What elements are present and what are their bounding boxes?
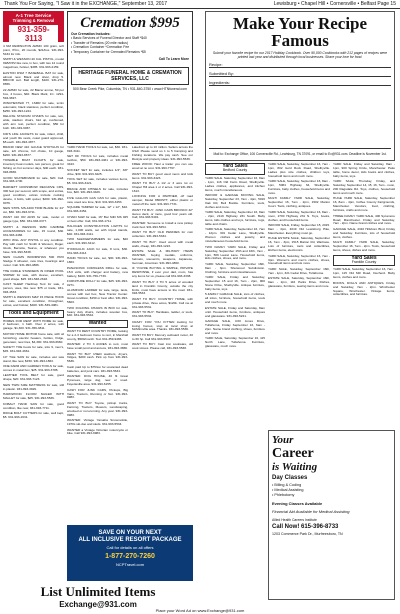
cruise-ad — [67, 525, 193, 581]
classified-ad: NEW CLAMS WORMSHAN 500 PRO Sledge 6 wheeler, new tires, bearings and motor. Call. 931-993-4866. — [3, 255, 64, 268]
wanted-badge: Wanted — [67, 320, 128, 328]
classified-ad: MOTOR HOME MOTOR home sale, with oil furnishing, electric heaters, bottles, fridge, generator, new tires, $4,300. 931-993-6660. — [3, 331, 64, 344]
classified-ad: ALUMINUM LADDER for sale, large, lasts, comes with tool box, New Tractor Center. Great condition, $150 or best offer. 931-993-5603. — [67, 288, 128, 305]
yard-sale-listing: ESTATE SALE, Friday and Saturday, 8am until. Household items, furniture, antiques and glassware. 931-993-5221. — [205, 305, 265, 318]
recipe-title: Make Your Recipe Famous — [232, 14, 368, 50]
classified-ad: RIDGE BOLT CUTTERS for sale, well kept, $5. 931-993-1631. — [3, 411, 64, 419]
career-financial-aid: Financial Aid Available for Medical Assisting — [272, 509, 350, 514]
classified-ad: HALOGEN CONSTRUCTION LIGHTS for sale, 1,000 watts, set with tripod stands, $40. 931-993-3411. — [67, 224, 128, 236]
classified-ad: HARDWOOD FLOOR NAILER WITH MALLET for sale, $25. 931-993-5536. — [3, 392, 64, 401]
yard-sale-listing: 5-FAMILY GARAGE SALE, tons of clothes, all sizes, furniture, household items, tools and much more. — [205, 292, 265, 305]
classified-ad: GOOD SKATEBOARD for sale, $20. Call. 931-993-1740. — [3, 175, 64, 184]
yard-sale-listing: YARD SALE, Saturday, September 16, 8am - noon, 2700 Highway 231 N. Toys, books, clothes, and household items. — [268, 209, 330, 222]
yard-sales-column-2 — [268, 163, 330, 428]
cremation-call: Call To Learn More — [158, 57, 189, 62]
career-day-classes: Day Classes — [272, 475, 308, 481]
cruise-ad-line2: ALL INCLUSIVE RESORT PACKAGE — [78, 537, 182, 543]
classified-ad: SAFETY TOE boots for sale, size 9, men's, $45. 931-993-4661. — [3, 345, 64, 354]
classified-ad: TOWABLE BOAT FLOATS for sale, inventory boat models, two person, great for fishing on hot summer days, $40 each. 931-993-8836. — [3, 158, 64, 175]
list-ad-line2: Exchange@931.com — [59, 600, 137, 609]
classified-ad: KOBALT HAND SAW for sale, good condition, like new, 931-993-7711. — [3, 401, 64, 410]
classified-ad: WANT TO BUY: Used wood with metal walls, cheap, 931-993-1223. — [132, 239, 193, 248]
yard-sale-listing: YARD SALE, Saturday, September 16, 7am - 12pm. 301 Cedar Lane, Shelbyville. Women clothes and jewelry, and miscellaneous household items. — [205, 227, 265, 244]
classified-ad: SMITH & WESSON M&P 15 PIECE HOOK for sale, excellent condition, throughout, extras, and holster, $400. 931-539-4081. — [3, 295, 64, 308]
career-school: Allied Health Careers Institute — [272, 518, 317, 522]
franklin-badge-title: Yard Sales — [351, 254, 377, 261]
list-ad-line1: List Unlimited Items — [40, 584, 156, 599]
classified-ad: TOOL SET for sale, includes various items, $5. 931-993-3421. — [67, 177, 128, 186]
yard-sale-listing: HUGE YARD SALE, Saturday, September 16, 8am - 4pm, Coffee County Fairgrounds, Manchester. Vendors, food, clothing, furniture, crafts and more. — [333, 196, 395, 213]
cremation-item: • Transfer of Remains (20 mile radius) — [71, 40, 128, 45]
classified-ad: PANASONIC CORDLESS DRILL for sale, 15.6 volts, with charger and battery, new battery, $100. 931-759-7739. — [67, 265, 128, 278]
yard-sale-listing: INDOOR SALE, Friday, September 15, 2015. 8am - 4pm, 4019 Old Lewisburg Pike, Manchester. Everything must go. — [268, 223, 330, 235]
yard-sale-listing: YARD SALE. Friday and Saturday, 8am - 1pm, 900 Spring Circle, Manchester. Patio table, home decor, kids books and clothes, baby items, toys. — [333, 163, 395, 178]
classified-ad: SQUARE TAMPER for sale, 12" x 12", $10. 931-993-3454. — [67, 205, 128, 214]
cruise-ad-phone: 1-877-270-7260 — [105, 553, 155, 560]
classified-ad: ESTATE SALE & MILITARY ITEMS WANTED, buying medals, uniforms, helmets, souvenirs, weapons, Japanese, German, American. 931-993-4860. — [132, 249, 193, 265]
tree-ad-title: A-1 Tree Service — [15, 13, 52, 18]
classified-ad: LEATHER TOOL BELT for sale, good shape, $20. 931-993-7123. — [3, 373, 64, 382]
tree-ad-phone: 931-359-3113 — [9, 25, 58, 43]
classified-ad: BARNETT CROSSBOW RECURVE CRS, 300 feet per second, with scope, and extras, good condition, extras include cocking device, 4 bolts, with quiver, $200. 931-992-9076. — [3, 184, 64, 205]
classified-ad: FREE WOOD: Haul a trailer you can use wood at no cost. 931-993-7767. — [132, 162, 193, 171]
classified-ad: KID'S LIFE JACKETS for sale, infant, child, and youth life vests, coast guard approved, $5 each. 931-993-4877. — [3, 131, 64, 144]
career-line2: Career — [272, 446, 314, 461]
yard-sale-listing: GARAGE SALE, 4:00 Jones Drive, Tullahoma, Friday September 16, 6am - 2pm. Name brand clothing, shoes, furniture and more. — [205, 319, 265, 335]
classified-ad: FIVE GALLON GAS CAN for sale, plastic, new, used one time, $10. 931-993-3453. — [67, 195, 128, 204]
classified-ad: WANT TO BUY: Mercury outboard motor, 40 to 60 hp. Call 931-993-5537. — [132, 332, 193, 341]
classified-ad: SMITH & WESSON 9MM CARBINE ACCESSORIES for sale, 15 round, $30. 931-993-4466. — [3, 224, 64, 237]
classified-ad: WANT TO BUY Toyota, pickup trucks, Farming, Tractors, Mowers, Landscaping, wrecked or non-running. Any year. 931-993-9983. — [67, 400, 128, 417]
cruise-ad-line3: Call for details on all offers — [106, 545, 154, 550]
classified-ad: DELUXE STADIUM CHAIRS for sale, two, wide, stadium chairs, fold up, cushioned, with arm rest, perfect condition, $50 for both. 931-349-9067. — [3, 114, 64, 131]
classified-ad: WANT TO BUY A 1/2 or 3 acre lot on Chapel Hill area 1 or 2 acres. Call 931-993-1613. — [132, 181, 193, 193]
yard-sale-listing: MULTI FAMILY YARD SALE, Saturday, September 16, 7am - 2pm, 1502 Marion Court. Tools, clothing, antiques. — [268, 196, 330, 209]
yard-sale-listing: YARD SALE, Saturday, September 16th, 8am - 3pm. Sherwood Subdivision. Clothing, furniture and miscellaneous. — [205, 261, 265, 274]
classified-ad: SMITH & WESSON 40 CAL PISTOL, model 99/MVP2 like new, in box, with two 14 round magazines, holster, $385. 931-993-2159. — [3, 57, 64, 70]
yard-sale-listing: TWO FAMILY YARD SALE, Friday and Saturday, September 15th and 16th, 7am - 1pm, 509 Laurel Lane. Household items, kids clothes, shoes, and more. — [205, 244, 265, 261]
classified-ad: Lakefront up to 10 million. Sellers across the USA! Please send us 1 to 5 Camping and Fishing locations. We pay cash. See our lifestyle and property ideas. 931-993-5536. — [132, 146, 193, 161]
yard-sale-listing: ESTATE SALE, Saturday, September 16th, 9am - 2pm, 116 Parks Drive. Dishes, glassware, furniture, sewing items and more. — [268, 276, 330, 289]
recipe-body-area[interactable] — [209, 89, 391, 149]
classified-ad: WANT TO BUY OLD PENNIES for coin collection. 931-993-5334. — [132, 230, 193, 239]
classified-column-2 — [67, 146, 128, 582]
page-footer: Place your Word Ad on www.Exchange@931.com — [155, 608, 245, 613]
funeral-home-name: HERITAGE FUNERAL HOME & CREMATION SERVICES, LLC — [71, 67, 189, 85]
classified-ad: WANT TO BUY USED washers, dryers, fridges, $200 cash. Pick up from 931-993-5636. — [67, 351, 128, 364]
cruise-ad-site: NCPTravel.com — [115, 562, 145, 567]
classified-ad: WANT TO BUY 3 TO 5 acres of wooded land in Franklin County, outside the city limits, must have access to the road. 931-993-5533. — [132, 279, 193, 296]
yard-sale-listing: YARD SALE. Saturday, September 16, 8am - 1pm, 116 Old Farm Road, Shelbyville. Ladies clothes, appliances, and kitchen items, much miscellaneous. — [205, 175, 265, 192]
classified-ad: SOCKET SET for sale, includes 1/4", 3/8" drive, $30. 931-993-3425. — [67, 167, 128, 176]
classified-ad: WANT TO BUY: Cast iron cookware, old cook stoves. Please call, 931-993-5538. — [132, 342, 193, 351]
classified-ad: NEW TWIN SIZE MATTRESS for sale, still in plastic. 931-993-3929. — [3, 382, 64, 391]
header-right: Lewisburg • Chapel Hill • Cornersville • Belfast Page 15 — [273, 1, 396, 7]
tools-badge: Tools and Equipment — [3, 310, 64, 318]
yard-sale-listing: HUGE ESTATE SALE, Saturday, September 16, 7am - 3pm, 1515 Marion Rd, Wartrace. Lots of furniture, tools and collectibles, kitchen items, electronics. — [268, 236, 330, 253]
classified-ad: CHAIN SAW for sale, 16" Bar Stihl MS 025 or best offer. Call, 931-993-1711. — [67, 214, 128, 223]
classified-ad: 10" TILE SAW for sale, includes wet saw stand, like new, $150. 931-993-1863. — [3, 354, 64, 363]
recipe-footer: Mail to: Exchange Office, 106 Cornersville Rd., Lewisburg, TN 37091, or email to Ex@931.com. Deadline is November 1st. — [213, 152, 387, 156]
classified-ad: YARD HAND TOOLS for sale, set, $30. 931-993-3411. — [67, 146, 128, 153]
career-address: 1203 Commerce Park Dr., Murfreesboro, TN — [272, 532, 343, 536]
career-phone: Call Now! 615-396-8733 — [272, 524, 339, 530]
classified-ad: CRAZY FOR YOU KITTEN looking for loving homes, stop at local shop at McMinnville area. Thanks. 931-993-5536. — [132, 319, 193, 332]
classified-ad: SET OF TOOLS for sale, includes metal toolbox, $50. 931-993-4461 or 931-993-3423. — [67, 154, 128, 167]
classified-ad: EASTON DSM 7 BASEBALL BAT for sale, almost new. Black and silver, drop 5. BBCOR cert. Ball length, $100. 931-270-8656. — [3, 70, 64, 87]
classified-ad: WINCHESTER 77, 1SMR for sale, scrim automatic, black stainless, perfect condition, $250. 931-993-1244. — [3, 101, 64, 113]
ingredients-field[interactable]: Ingredients: — [209, 80, 391, 86]
classified-ad: WANT TO BUY: Hardware, ladder, or tools. 931-993-5534. — [132, 310, 193, 319]
classified-ad: WANTED: Vintage Yamaha Snowmobile, 1970s ski-doo and sleds. 931-993-5534. — [67, 418, 128, 427]
yard-sales-badge-subtitle: Bedford County — [222, 167, 248, 172]
recipe-subtitle: Submit your favorite recipe for our 2017 Holiday Cookbook. Over 90,000 Cookbooks with 212 pages of recipes were printed last year and distributed through local businesses. Share your love for food. — [212, 51, 388, 59]
submitted-by-field[interactable]: Submitted By: — [209, 71, 391, 77]
yard-sale-listing: YARD SALE, Saturday, September 16, 7am - 1pm, 115 Old Mill Road, Decherd. Baby items, clothes and more. — [333, 267, 395, 280]
classified-ad: THE DUDLE STANDERS IN DINER POOL SNIPER for sale, with sleeve, excellent, good shape. $25. 931-548-2618. — [3, 268, 64, 281]
cruise-ad-line1: SAVE ON YOUR NEXT — [98, 530, 162, 536]
classified-ad: WANT 410 OR AR15 for sale, model or gauge type, $50. 931-993-0377. — [3, 215, 64, 224]
yard-sale-listing: YARD SALE, Saturday, September 16, 115 North Lane, Tullahoma. Furniture, glassware, much more. — [205, 336, 265, 349]
classified-ad: CAST SLEEP Hardtrap Tent for sale, 2 person, uses, like new. $75 or trade, 931-993-4533. — [3, 282, 64, 294]
classified-ad: WANT TO BUY good used mens and kids items. 931-993-3423. — [132, 171, 193, 180]
classified-ad: HAND TOOLS for sale, set, $30. 931-993-1863. — [67, 256, 128, 265]
classified-ad: WANT TO BUY: COUNTRY HOME, with private drive, three acres, $120k. Call me at 931-993-5531. — [132, 296, 193, 309]
career-ad — [268, 430, 395, 600]
career-course-list — [272, 483, 391, 498]
franklin-badge-subtitle: Franklin County — [351, 259, 377, 264]
cremation-subtitle: Our Cremation Includes: — [71, 32, 111, 36]
yard-sale-listing: YARD SALE, Saturday, September 16, 7am - 3pm. Women's and men's clothes, shoes, household items and lots more. — [268, 253, 330, 266]
yard-sale-listing: YARD SALE, Saturday, September 16th, 7am - 1pm, 321 Cedar Drive, Tullahoma. — [268, 266, 330, 275]
yard-sale-listing: GARAGE SALE, 4310 Hillsboro Blvd, Friday and Saturday. Furniture, lots of household items, clothes. — [333, 226, 395, 239]
yard-sales-column-3 — [333, 163, 395, 428]
page-header — [0, 0, 400, 9]
classified-ad: NEW STIHL MS-4400 TRIM BLADE for 24" cut, $60. 931-993-6711. — [3, 206, 64, 214]
yard-sale-listing: MULTI FAMILY YARD SALE, Saturday, September 16, 7am - 2pm. Tools, household items, shoes, dishes and more. — [333, 240, 395, 253]
yard-sale-listing: YARD SALE, Saturday, September 16, 7am - 1pm, 802 Gold Rock Road, Shelbyville. Ladies plus size clothes, children toys, household items and much more. — [268, 163, 330, 178]
list-unlimited-ad — [3, 584, 193, 610]
cremation-item: • Basic Services of Funeral Director and Staff *$40 — [71, 36, 147, 41]
classified-ad: HYDRAULIC JACK for sale, 8 tons, $30. 931-993-3413. — [67, 246, 128, 255]
career-course: • Phlebotomy — [272, 493, 295, 497]
classified-ad: Cash paid Up to $75/ton for unwanted dead batteries, and junk cars. 931-993-5634. — [67, 364, 128, 373]
classified-ad: 22 AMMO for sale, 22 Blazer ammo, 50 per box, 4 boxes, $40. Black Mark, 1C. 1294-594-9697. — [3, 87, 64, 100]
classified-ad: WANTED: 2 TO 3 ACRES to rent, must have small pond and access, 931-993-3866. — [67, 342, 128, 351]
cremation-title: Cremation $995 — [80, 15, 180, 31]
classified-ad: BRAND NEW 410 GAUGE SHOTGUN for sale, left chrome, full choke, 10 gauge, $200. 931-993-8677. — [3, 145, 64, 157]
classified-ad: TWO FOLDING CHAIRS IN BOX for sale, heavy duty chairs, includes wooden box, $40. 931-993-5544. — [67, 305, 128, 318]
classified-ad: BRACE AND CHISELS for sale, includes box, $20. 931-993-3426. — [67, 186, 128, 195]
classified-ad: WANTED a Vintage Victorian motorcycle or bike. Call 931-993-9983. — [67, 427, 128, 436]
yard-sale-listing: THREE FAMILY YARD SALE, 400 Sycamore Road, Manchester. Friday and Saturday, 7am - 2pm. Name brand clothes and more. — [333, 213, 395, 226]
career-line1: Your — [272, 434, 294, 446]
yard-sale-listing: YARD SALE, Saturday, September 16, 8am - 2pm, 2119 Highway 231 South. Baby items, kids clothes and toys, furniture, rugs, table and chairs. — [205, 210, 265, 226]
classified-ad: FURNITURE DOLLY for sale, $25. 931-993-0271. — [67, 279, 128, 287]
cremation-item: • Cremation Container *Cremation Fee — [71, 45, 130, 50]
career-course: • Billing & Coding — [272, 483, 302, 487]
tree-ad-subtitle: Trimming & Removal — [12, 18, 55, 23]
yard-sales-badge — [205, 163, 265, 175]
yard-sales-column-1 — [205, 163, 265, 591]
cremation-ad — [67, 11, 193, 144]
franklin-county-badge — [333, 255, 395, 267]
yard-sales-badge-title: Yard Sales — [222, 163, 248, 169]
classified-column-3 — [132, 146, 193, 582]
yard-sale-listing: YARD SALE, Saturday, September 16, 8am - 1pm, 5084 Highway 64, Shelbyville. Furniture, baby clothes, household items and more. — [268, 179, 330, 195]
classified-ad: ONE FARM AND GARDEN TOOLS for sale, comes in metal box, $25. 931-993-3788. — [3, 364, 64, 372]
classified-ad: WANT TO RENT COUNTRY HOME, looking for a 2-3 bedroom home to rent, in Marshall county, $500/month. Text 931-359-9483. — [67, 328, 128, 341]
cremation-items — [71, 36, 189, 54]
yard-sale-listing: BOOKS, DOLLS AND ANTIQUES, Friday and Saturday, 7am - 2pm. Winchester Square, Winchester. Vintage items, collectibles, and furniture. — [333, 280, 395, 297]
classified-ad: IF YOU'RE BUYING A SIMPLE, PRIVATE RESPONSE, if ever your dad, mom, has any items for us, please call 931-993-3338. — [132, 266, 193, 279]
yard-sale-listing: YARD SALE, Friday and Saturday, September 15 and 16, 7am - 2pm, 900 Stone Drive, Shelbyville. Antique furniture, baby items, toys. — [205, 275, 265, 291]
classified-column-1 — [3, 45, 64, 582]
funeral-home-address: 500 Bear Creek Pike, Columbia, TN • 931-840-3750 • www.HTNfuneral.com — [73, 87, 187, 92]
career-evening: Evening Classes Available — [272, 501, 323, 506]
classified-ad: WANTED: Someone to Install a new pickup truck bed. 931-993-5454. — [132, 220, 193, 229]
header-left: Thank You For Saying, "I Saw it in the EXCHANGE," September 13, 2017 — [4, 1, 168, 7]
classified-ad: CASH FOR JUNK CARS, Pickups, Big Vans, Tractors, Running or Not. 931-993-9983. — [67, 387, 128, 400]
classified-ad: TWO SLEDGEHAMMERS for sale, $20 each. 931-993-3412. — [67, 237, 128, 246]
cremation-item: • Temporary Container for Cremated Remains *$5 — [71, 49, 146, 54]
tree-service-ad — [3, 11, 64, 42]
classified-ad: LOOKING FOR A PARTNER, off road camper, Model 8800STT, either plastic or metal off the rack. 931-993-7731. — [132, 194, 193, 207]
yard-sale-listing: INDOOR & GARAGE MOVING SALE, Saturday, September 23, 7am - 4pm, 5016 Oak Rd, Bell Buckle. Furniture, tools, clothes and more. — [205, 193, 265, 209]
yard-sale-listing: YARD SALE, Thursday, Friday, and Saturday, September 14, 15, 16, 7am - noon, 200 Ragsdale Rd. Toys, clothes, household items and much more. — [333, 179, 395, 195]
career-line3: is Waiting — [272, 461, 318, 473]
classified-ad: WHO WILL ANY PISTOL in any condition. Pay with cash for Smith & Wesson, Ruger, Glock, Berretta, Taurus, or whatever you have. 931-993-5338. — [3, 238, 64, 254]
classified-ad: WANT TO BUY: JUNK CARS BRONCO 42" stereo deck, or more, good four years old. Call, 931-993-5491. — [132, 207, 193, 220]
classified-ad: HOMES FOR RENT WITH HOME for sale, 2 bedroom, 1 bath. Over 2 acres, with garage, $1,300. 931-359-3811. — [3, 318, 64, 331]
classified-ad: WANTED: DOG HOUSE, 40 fit Great Pyrenees, large dog, new or used. Fayetteville area. 931-993-6155. — [67, 374, 128, 387]
recipe-field[interactable]: Recipe: — [209, 62, 391, 68]
career-course: • Medical Assisting — [272, 488, 304, 492]
recipe-form — [205, 11, 395, 161]
classified-ad: 4 NM REMINGTON AMMO 100 grain, soft point, 3½in., 20 rounds, $21/box. 931-993-5434 for info. — [3, 45, 64, 56]
